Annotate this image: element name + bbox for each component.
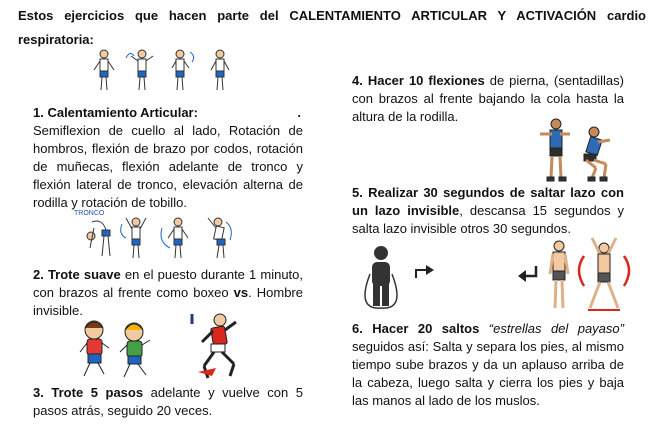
runner-illustration (190, 312, 250, 384)
section-4-rest: de pierna, (sentadillas) con brazos al frente bajando la cola hasta la altura de la rodilla. (352, 73, 624, 124)
section-5-rest: , descansa 15 segundos y salta lazo invisible otros 30 segundos. (352, 203, 624, 236)
section-1-body: Semiflexion de cuello al lado, Rotación de hombros, flexión de brazo por codos, rotación de muñecas, flexión adelante de tronco y flexión lateral de tronco, elevación alterna de rodilla y rotación de tobillo. (33, 123, 303, 210)
warmup-figures-illustration (92, 48, 242, 93)
running-kids-illustration (76, 318, 166, 380)
squat-illustration (538, 118, 618, 184)
section-1-heading: 1. Calentamiento Articular: (33, 105, 198, 120)
section-6-rest: seguidos así: Salta y separa los pies, al mismo tiempo sube brazos y da un aplauso arriba de la cabeza, luego salta y cierra los pies y baja las manos al lado de los muslos. (352, 339, 624, 408)
section-3-prefix: 3. Trote 5 pasos (33, 385, 144, 400)
section-4-prefix: 4. Hacer 10 flexiones (352, 73, 485, 88)
section-6-prefix: 6. Hacer 20 saltos (352, 321, 480, 336)
jump-rope-icon (356, 244, 406, 310)
page-title: Estos ejercicios que hacen parte del CALENTAMIENTO ARTICULAR Y ACTIVACIÓN cardio respiratoria: (18, 8, 646, 47)
section-2-end: . Hombre invisible. (33, 285, 303, 318)
star-jump-illustration (544, 236, 634, 314)
section-2-vs: vs (233, 285, 249, 300)
arrow-left-icon (516, 264, 540, 286)
tronco-label: TRONCO (74, 210, 105, 217)
section-6-italic: “estrellas del payaso” (488, 321, 624, 336)
trunk-exercise-illustration (74, 208, 239, 260)
section-6-text (352, 320, 624, 410)
section-5-text (352, 184, 624, 238)
arrow-right-icon (414, 262, 436, 280)
section-3-rest: adelante y vuelve con 5 pasos atrás, seguido 20 veces. (33, 385, 303, 418)
section-3-text (33, 384, 303, 420)
section-2-text (33, 266, 303, 320)
section-5-prefix: 5. Realizar 30 segundos de saltar lazo con un lazo invisible (352, 185, 624, 218)
section-1-dot: . (297, 105, 301, 120)
section-2-prefix: 2. Trote suave (33, 267, 121, 282)
section-2-mid: en el puesto durante 1 minuto, con brazos al frente como boxeo (33, 267, 304, 300)
